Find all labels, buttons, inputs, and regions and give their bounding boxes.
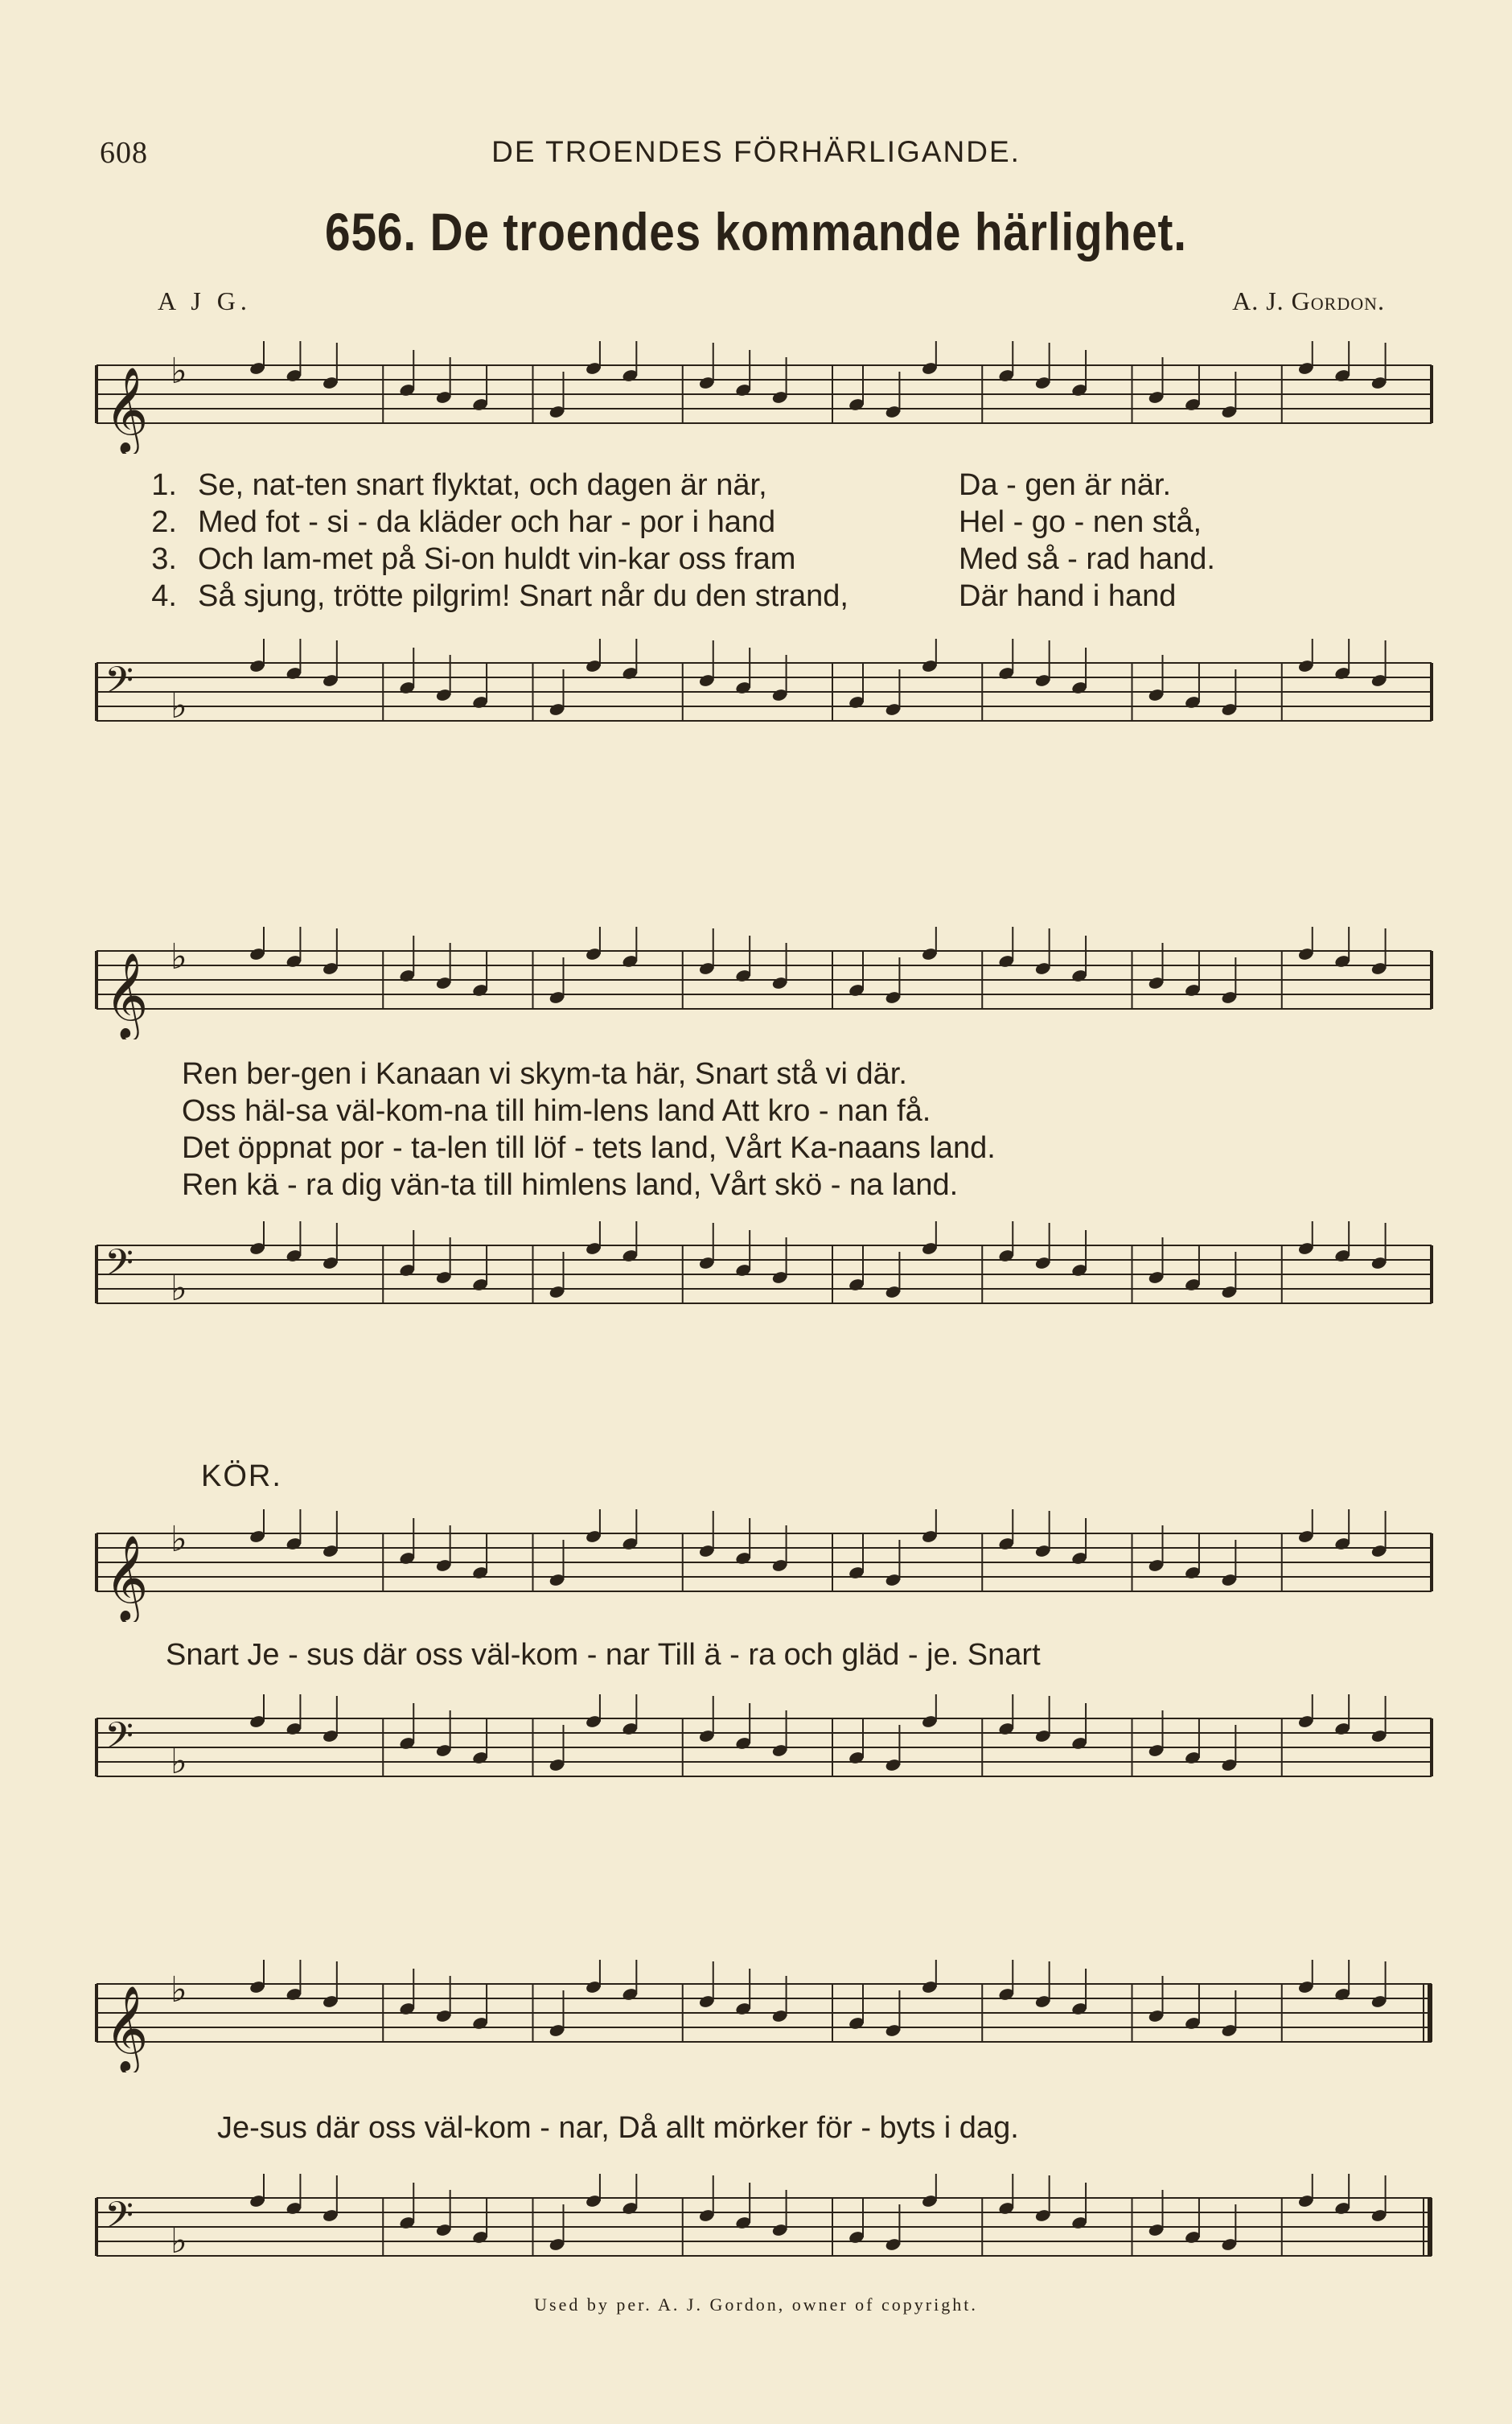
chorus-label: KÖR.: [201, 1459, 282, 1493]
treble-staff-system-1: [80, 341, 1448, 454]
lyric-line-1: Ren ber-gen i Kanaan vi skym-ta här, Snart stå vi där.: [182, 1057, 907, 1091]
hymn-title: 656. De troendes kommande härlighet.: [325, 202, 1187, 261]
verse-text: Så sjung, trötte pilgrim! Snart når du den strand,: [198, 579, 848, 613]
verse-number: 1.: [151, 468, 177, 502]
bass-clef-icon: 𝄢: [105, 1714, 134, 1767]
verse-text: Och lam-met på Si-on huldt vin-kar oss fram: [198, 542, 796, 576]
running-title: DE TROENDES FÖRHÄRLIGANDE.: [491, 135, 1021, 168]
flat-key-signature-icon: ♭: [171, 1741, 187, 1782]
verse-number: 4.: [151, 579, 177, 613]
lyric-line-2: Oss häl-sa väl-kom-na till him-lens land Att kro - nan få.: [182, 1094, 931, 1128]
bass-clef-icon: 𝄢: [105, 2194, 134, 2246]
chorus-lyric-line-1: Snart Je - sus där oss väl-kom - nar Till ä - ra och gläd - je. Snart: [166, 1638, 1041, 1672]
verse-text: Med fot - si - da kläder och har - por i hand: [198, 505, 776, 539]
treble-clef-icon: 𝄞: [105, 952, 149, 1038]
verse-ending: Där hand i hand: [959, 579, 1177, 613]
treble-clef-icon: 𝄞: [105, 366, 149, 452]
bass-staff-chorus-2: [80, 2174, 1448, 2286]
running-head: [0, 135, 1512, 175]
composer-name: A. J. Gordon.: [1232, 286, 1385, 315]
flat-key-signature-icon: ♭: [171, 2220, 187, 2261]
verse-ending: Hel - go - nen stå,: [959, 505, 1202, 539]
flat-key-signature-icon: ♭: [171, 351, 187, 392]
treble-staff-system-2: [80, 927, 1448, 1039]
flat-key-signature-icon: ♭: [171, 685, 187, 726]
lyric-line-3: Det öppnat por - ta-len till löf - tets land, Vårt Ka-naans land.: [182, 1131, 996, 1165]
bass-staff-system-2: [80, 1221, 1448, 1334]
verse-text: Se, nat-ten snart flyktat, och dagen är när,: [198, 468, 767, 502]
page-number: 608: [100, 136, 148, 170]
verse-ending: Med så - rad hand.: [959, 542, 1215, 576]
treble-staff-chorus-2: [80, 1960, 1448, 2072]
verse-number: 3.: [151, 542, 177, 576]
author-initials: A J G.: [158, 286, 252, 315]
flat-key-signature-icon: ♭: [171, 1519, 187, 1560]
bass-clef-icon: 𝄢: [105, 659, 134, 711]
treble-staff-chorus-1: [80, 1509, 1448, 1622]
bass-clef-icon: 𝄢: [105, 1241, 134, 1294]
lyric-line-4: Ren kä - ra dig vän-ta till himlens land, Vårt skö - na land.: [182, 1168, 959, 1202]
copyright-notice: Used by per. A. J. Gordon, owner of copyright.: [534, 2294, 978, 2315]
treble-clef-icon: 𝄞: [105, 1534, 149, 1620]
chorus-lyric-line-2: Je-sus där oss väl-kom - nar, Då allt mörker för - byts i dag.: [217, 2111, 1019, 2145]
treble-clef-icon: 𝄞: [105, 1985, 149, 2071]
flat-key-signature-icon: ♭: [171, 1969, 187, 2010]
bass-staff-chorus-1: [80, 1694, 1448, 1807]
bass-staff-system-1: [80, 639, 1448, 751]
verse-ending: Da - gen är när.: [959, 468, 1172, 502]
flat-key-signature-icon: ♭: [171, 936, 187, 977]
verse-number: 2.: [151, 505, 177, 539]
flat-key-signature-icon: ♭: [171, 1268, 187, 1309]
